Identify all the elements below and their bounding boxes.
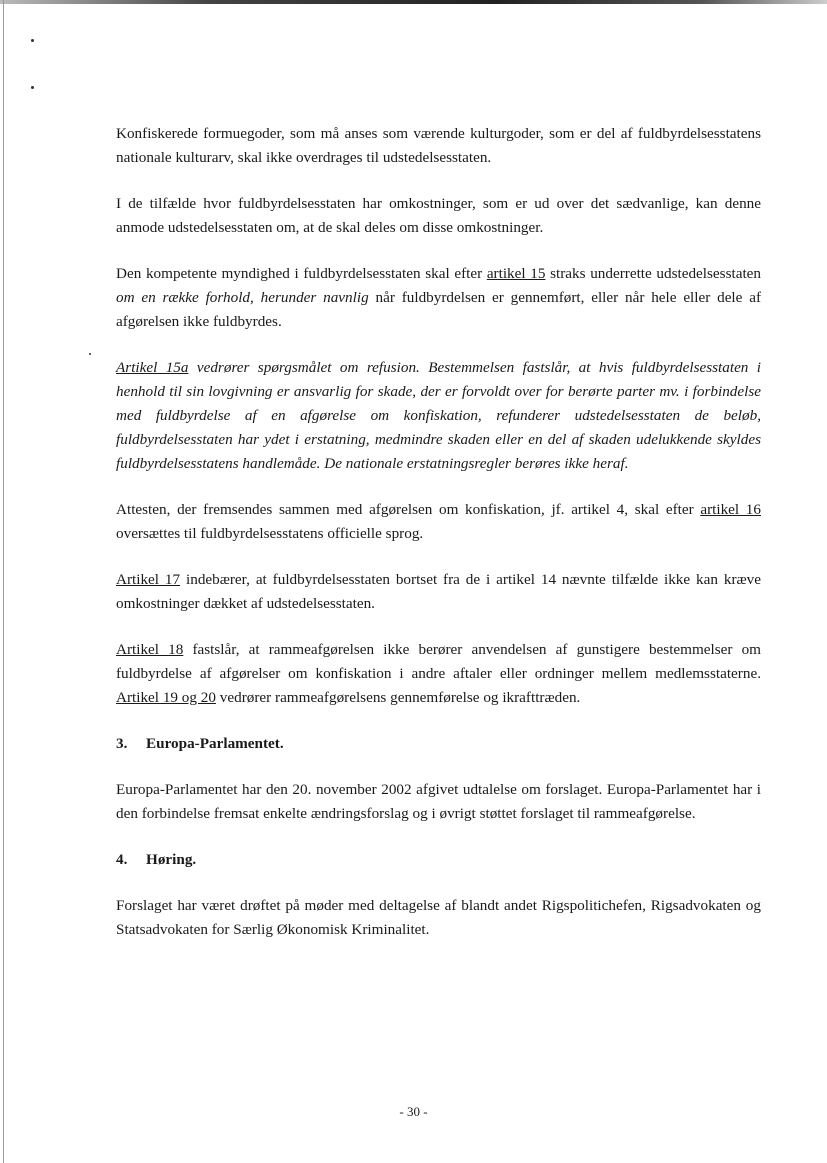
article-19-20-reference: Artikel 19 og 20 — [116, 689, 216, 706]
paragraph-article-15 — [116, 262, 761, 334]
paragraph-article-18 — [116, 638, 761, 710]
paragraph-article-15a — [116, 356, 761, 476]
paragraph-cultural-goods: Konfiskerede formuegoder, som må anses som værende kulturgoder, som er del af fuldbyrdelsesstatens nationale kulturarv, skal ikke overdrages til udstedelsesstaten. — [116, 125, 761, 166]
article-15a-reference: Artikel 15a — [116, 359, 189, 376]
paragraph-costs: I de tilfælde hvor fuldbyrdelsesstaten har omkostninger, som er ud over det sædvanlige, kan denne anmode udstedelsesstaten om, at de skal deles om disse omkostninger. — [116, 195, 761, 236]
paragraph-horing: Forslaget har været drøftet på møder med deltagelse af blandt andet Rigspolitichefen, Rigsadvokaten og Statsadvokaten for Særlig Økonomisk Kriminalitet. — [116, 897, 761, 938]
text-span: når fuldbyrdelsen er gennemført, eller når hele eller dele af afgørelsen ikke fuldbyrdes. — [116, 289, 762, 330]
article-17-reference: Artikel 17 — [116, 571, 181, 588]
section-heading-horing — [116, 848, 761, 872]
scan-speck — [31, 86, 34, 89]
text-span: Attesten, der fremsendes sammen med afgørelsen om konfiskation, jf. artikel 4, skal efter — [116, 501, 701, 518]
text-span: fastslår, at rammeafgørelsen ikke berører anvendelsen af gunstigere bestemmelser om fuldbyrdelse af afgørelser om konfiskation i andre aftaler eller ordninger mellem medlemsstaterne. — [116, 641, 761, 682]
article-15-reference: artikel 15 — [486, 265, 546, 282]
scan-speck — [31, 39, 34, 42]
document-body — [116, 122, 761, 964]
scan-edge-left — [3, 0, 4, 1163]
scan-edge-top — [0, 0, 827, 4]
section-number: 3. — [116, 735, 128, 752]
paragraph-article-17 — [116, 568, 761, 616]
text-span: vedrører spørgsmålet om refusion. Bestemmelsen fastslår, at hvis fuldbyrdelsesstaten i henhold til sin lovgivning er ansvarlig for skade, der er forvoldt over for berørte parter mv. i forbindelse med fuldbyrdelse af en afgørelse om konfiskation, refunderer udstedelsesstaten de beløb, fuldbyrdelsesstaten har ydet i erstatning, medmindre skaden eller en del af skaden udelukkende skyldes fuldbyrdelsesstatens handlemåde. De nationale erstatningsregler berøres ikke heraf. — [116, 359, 761, 472]
section-heading-europa-parlamentet — [116, 732, 761, 756]
section-title: Høring. — [146, 851, 197, 868]
text-span: Den kompetente myndighed i fuldbyrdelsesstaten skal efter — [116, 265, 487, 282]
article-16-reference: artikel 16 — [700, 501, 761, 518]
text-span: indebærer, at fuldbyrdelsesstaten bortset fra de i artikel 14 nævnte tilfælde ikke kan kræve omkostninger dækket af udstedelsesstaten. — [116, 571, 761, 612]
text-span: vedrører rammeafgørelsens gennemførelse og ikrafttræden. — [215, 689, 581, 706]
paragraph-article-16 — [116, 498, 761, 546]
italic-phrase: om en række forhold, herunder navnlig — [116, 289, 369, 306]
text-span: straks underrette udstedelsesstaten — [545, 265, 761, 282]
text-span: oversættes til fuldbyrdelsesstatens officielle sprog. — [116, 525, 424, 542]
section-title: Europa-Parlamentet. — [146, 735, 284, 752]
paragraph-europa-parlamentet: Europa-Parlamentet har den 20. november 2002 afgivet udtalelse om forslaget. Europa-Parlamentet har i den forbindelse fremsat enkelte ændringsforslag og i øvrigt støttet forslaget til rammeafgørelse. — [116, 781, 761, 822]
scan-speck — [89, 353, 91, 355]
article-18-reference: Artikel 18 — [116, 641, 184, 658]
section-number: 4. — [116, 851, 128, 868]
page-number: - 30 - — [399, 1104, 428, 1119]
